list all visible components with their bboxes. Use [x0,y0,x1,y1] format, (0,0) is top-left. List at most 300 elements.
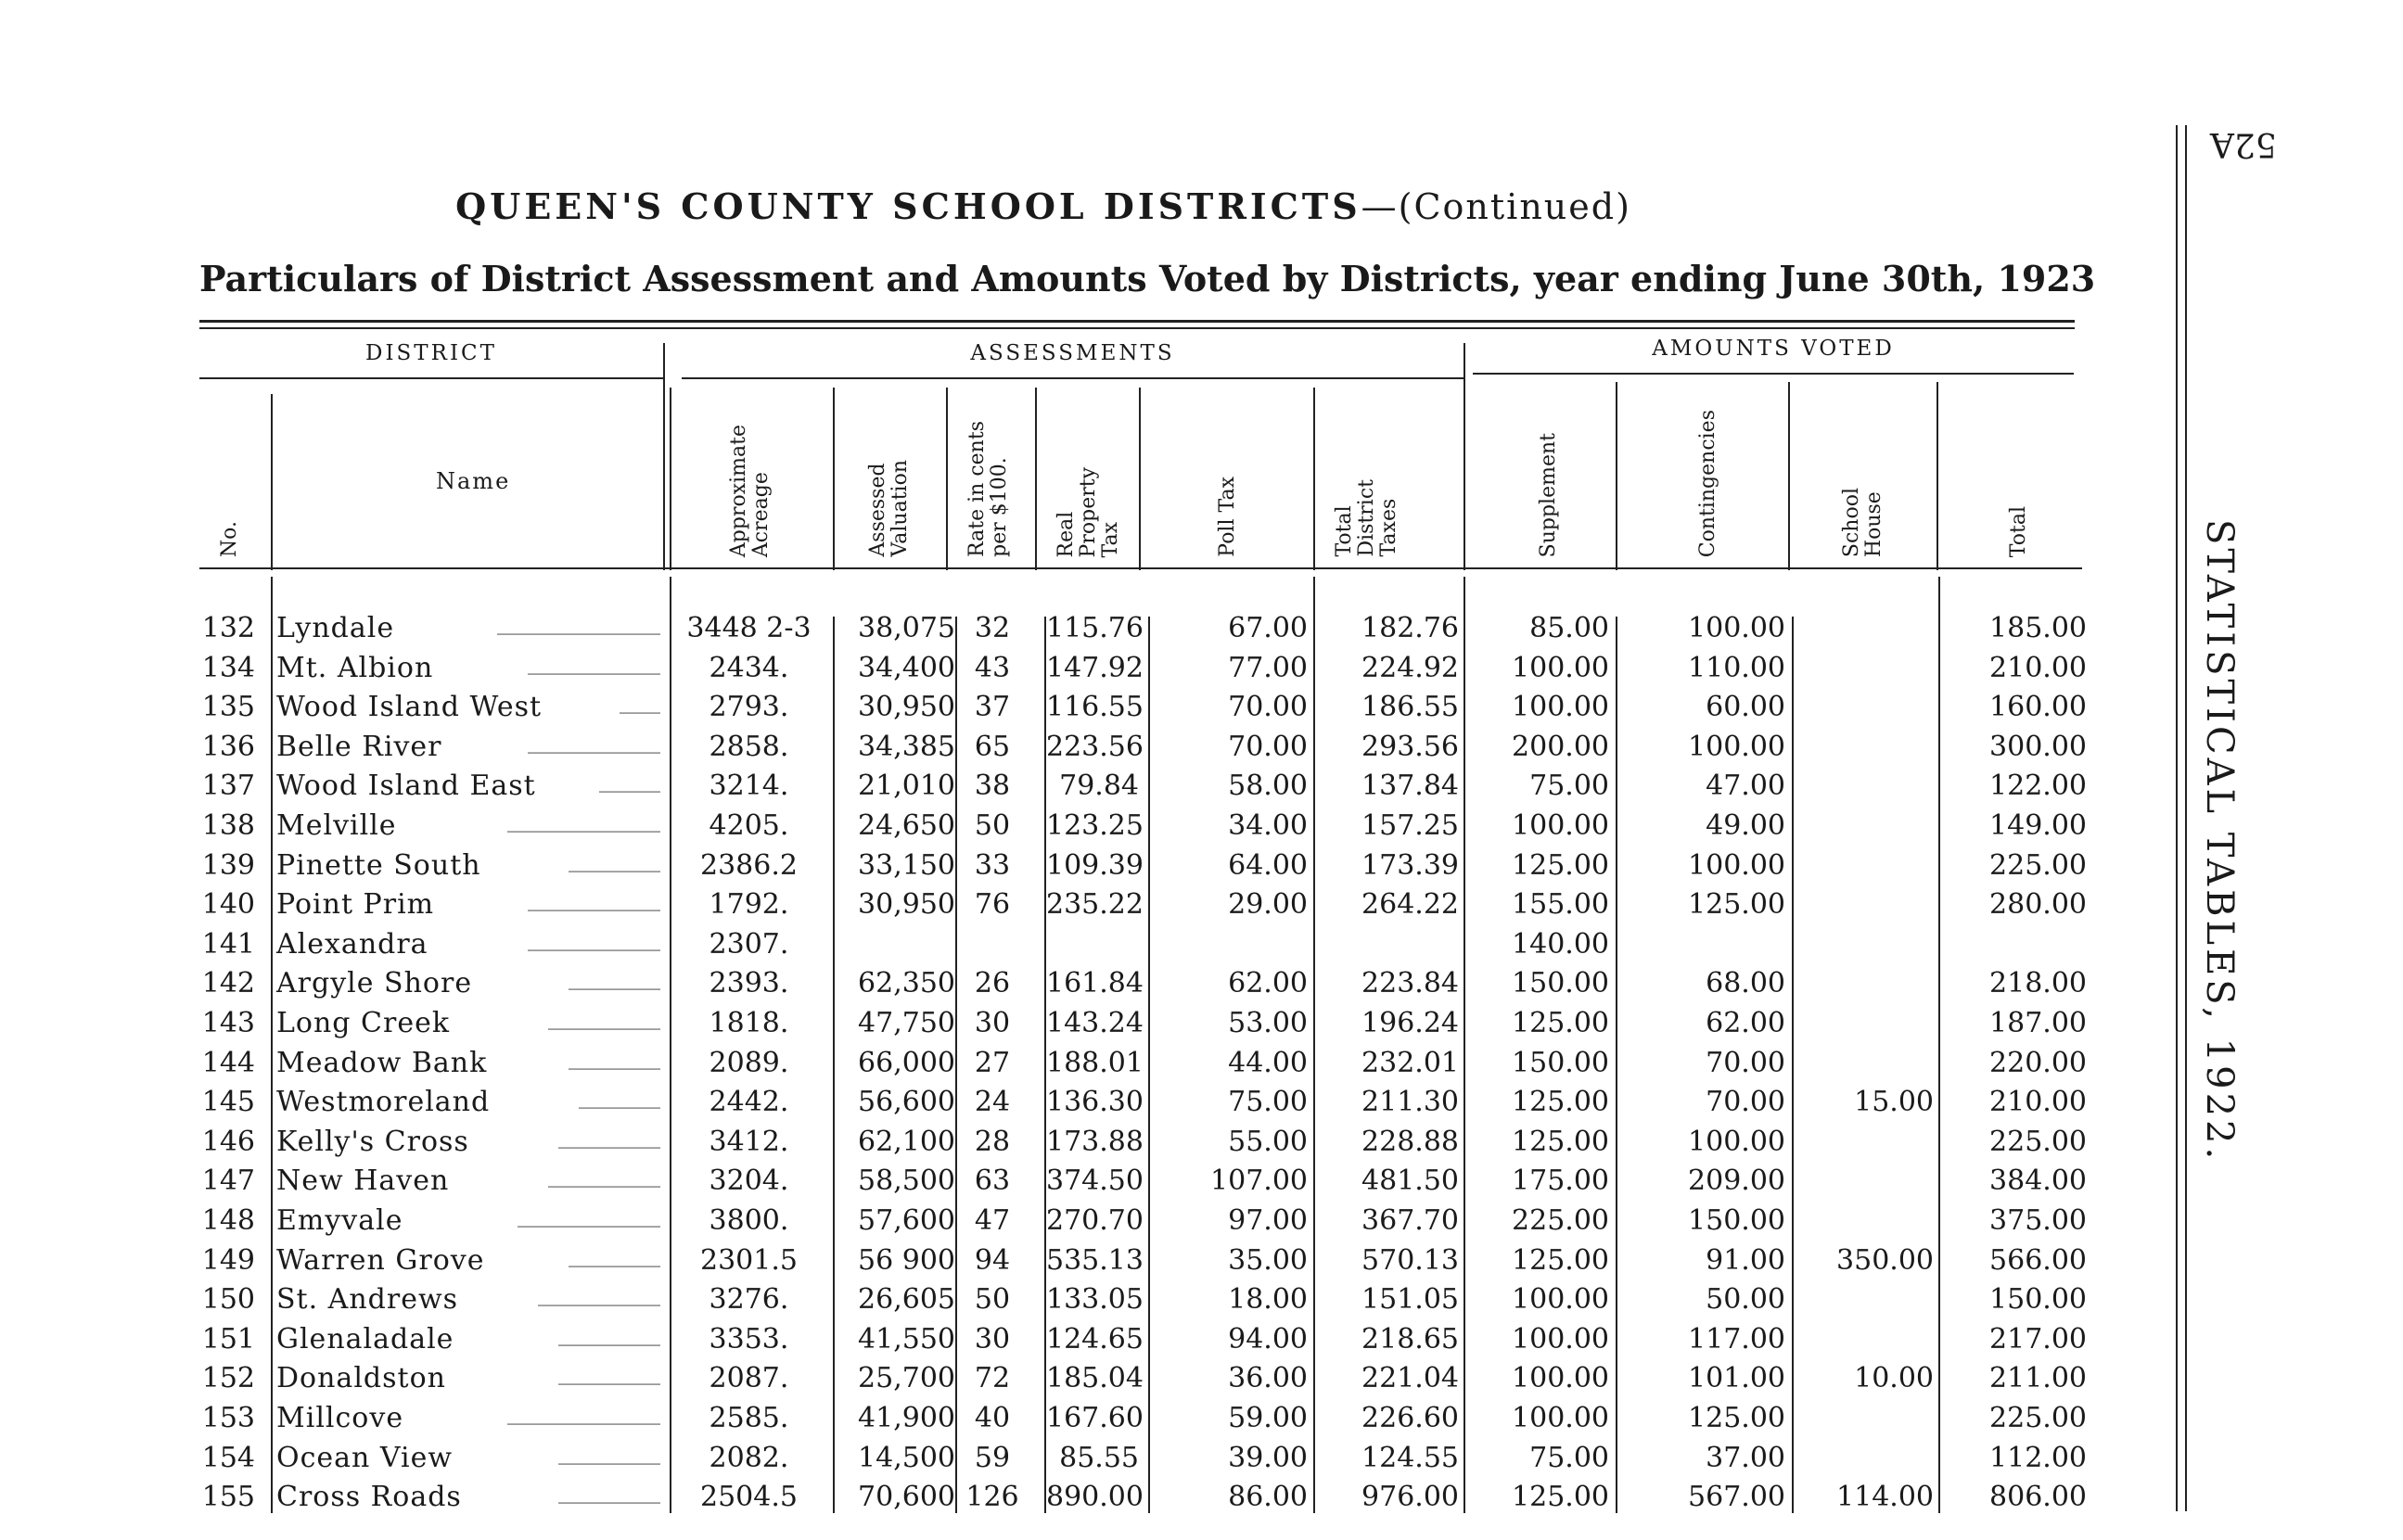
valuation-cell: 62,100 [858,1125,955,1158]
header-top-rule-2 [199,327,2075,329]
acreage-cell: 2087. [709,1362,789,1395]
contingencies-cell: 100.00 [1688,1125,1785,1158]
valuation-cell: 57,600 [858,1204,955,1237]
district-name: Belle River [276,730,442,763]
rate-cell: 32 [974,612,1011,644]
header-divider-district [663,343,665,570]
contingencies-cell: 125.00 [1688,1402,1785,1434]
row-number: 141 [201,927,255,961]
table-subtitle: Particulars of District Assessment and Amounts Voted by Districts, year ending June 30th, 1923 [199,258,2096,299]
district-name: Donaldston [276,1362,446,1395]
poll-tax-cell: 39.00 [1228,1441,1308,1474]
acreage-cell: 2442. [709,1086,789,1119]
real-property-tax-cell: 535.13 [1046,1243,1144,1277]
name-leader-dots: _____________ [528,888,660,912]
total-district-taxes-cell: 173.39 [1361,848,1459,882]
total-district-taxes-cell: 570.13 [1361,1243,1459,1277]
district-name: Point Prim [276,888,435,922]
poll-tax-cell: 35.00 [1228,1243,1308,1277]
total-cell: 806.00 [1989,1481,2087,1514]
table-row [0,691,2133,730]
name-leader-dots: __________ [558,1322,660,1346]
poll-tax-cell: 97.00 [1228,1204,1308,1237]
total-district-taxes-cell: 124.55 [1361,1441,1459,1474]
total-district-taxes-cell: 232.01 [1361,1046,1459,1079]
poll-tax-cell: 86.00 [1228,1481,1308,1514]
valuation-cell: 25,700 [858,1362,955,1395]
table-row [0,1204,2133,1243]
header-divider-contingencies [1616,382,1617,570]
acreage-cell: 2504.5 [700,1481,798,1514]
name-leader-dots: ___________ [548,1165,660,1189]
column-header-supplement: Supplement [1537,432,1560,557]
valuation-cell: 30,950 [858,691,955,724]
group-assessments-label: ASSESSMENTS [970,341,1175,365]
column-header-total: Total [2007,505,2030,557]
header-divider-total-taxes [1313,388,1315,570]
name-leader-dots: _________ [569,1046,660,1070]
valuation-cell: 41,550 [858,1322,955,1355]
rate-cell: 47 [974,1204,1011,1237]
row-number: 140 [201,888,255,922]
table-row [0,1283,2133,1322]
district-name: Emyvale [276,1204,403,1237]
row-number: 138 [201,809,255,842]
group-amounts-voted-label: AMOUNTS VOTED [1652,337,1895,361]
acreage-cell: 2307. [709,927,789,961]
district-name: Wood Island East [276,770,536,803]
contingencies-cell: 125.00 [1688,888,1785,922]
total-cell: 300.00 [1989,730,2087,763]
valuation-cell: 33,150 [858,848,955,882]
name-leader-dots: __________ [558,1362,660,1386]
name-leader-dots: __________ [558,1441,660,1465]
row-number: 132 [201,612,255,644]
district-name: Argyle Shore [276,967,473,1000]
poll-tax-cell: 62.00 [1228,967,1308,1000]
total-cell: 185.00 [1989,612,2087,644]
real-property-tax-cell: 136.30 [1046,1086,1144,1119]
rate-cell: 33 [974,848,1011,882]
total-district-taxes-cell: 221.04 [1361,1362,1459,1395]
poll-tax-cell: 70.00 [1228,691,1308,724]
real-property-tax-cell: 235.22 [1046,888,1144,922]
supplement-cell: 100.00 [1512,1322,1609,1355]
acreage-cell: 4205. [709,809,789,842]
table-row [0,1126,2133,1165]
name-leader-dots: _____________ [528,651,660,675]
poll-tax-cell: 67.00 [1228,612,1308,644]
row-number: 142 [201,967,255,1000]
header-divider-rate [946,388,948,570]
rate-cell: 28 [974,1125,1011,1158]
rate-cell: 72 [974,1362,1011,1395]
name-leader-dots: ___________ [548,1007,660,1030]
district-name: Wood Island West [276,691,543,724]
table-row [0,967,2133,1006]
acreage-cell: 3800. [709,1204,789,1237]
row-number: 150 [201,1283,255,1317]
total-cell: 225.00 [1989,848,2087,882]
total-cell: 218.00 [1989,967,2087,1000]
poll-tax-cell: 36.00 [1228,1362,1308,1395]
column-header-poll-tax: Poll Tax [1216,477,1239,557]
supplement-cell: 125.00 [1512,1125,1609,1158]
real-property-tax-cell: 115.76 [1046,612,1144,644]
contingencies-cell: 100.00 [1688,848,1785,882]
poll-tax-cell: 18.00 [1228,1283,1308,1317]
row-number: 144 [201,1046,255,1079]
rate-cell: 94 [974,1243,1011,1277]
total-cell: 112.00 [1989,1441,2087,1474]
rate-cell: 40 [974,1402,1011,1434]
name-leader-dots: __________ [558,1125,660,1149]
header-divider-total [1936,382,1938,570]
district-name: Pinette South [276,848,481,882]
total-cell: 225.00 [1989,1402,2087,1434]
acreage-cell: 3353. [709,1322,789,1355]
total-district-taxes-cell: 218.65 [1361,1322,1459,1355]
row-number: 146 [201,1125,255,1158]
district-name: Mt. Albion [276,651,434,684]
contingencies-cell: 60.00 [1706,691,1785,724]
header-divider-valuation [833,388,835,570]
row-number: 136 [201,730,255,763]
row-number: 148 [201,1204,255,1237]
column-header-real-property-tax: Real Property Tax [1055,466,1122,557]
valuation-cell: 58,500 [858,1165,955,1198]
total-district-taxes-cell: 228.88 [1361,1125,1459,1158]
real-property-tax-cell: 890.00 [1046,1481,1144,1514]
name-leader-dots: _______________ [507,1402,660,1425]
supplement-cell: 140.00 [1512,927,1609,961]
district-name: Millcove [276,1402,404,1434]
poll-tax-cell: 58.00 [1228,770,1308,803]
total-district-taxes-cell: 223.84 [1361,967,1459,1000]
rate-cell: 50 [974,809,1011,842]
total-district-taxes-cell: 157.25 [1361,809,1459,842]
acreage-cell: 2386.2 [700,848,798,882]
contingencies-cell: 101.00 [1688,1362,1785,1395]
district-name: Alexandra [276,927,428,961]
valuation-cell: 34,400 [858,651,955,684]
supplement-cell: 150.00 [1512,1046,1609,1079]
total-district-taxes-cell: 182.76 [1361,612,1459,644]
real-property-tax-cell: 223.56 [1046,730,1144,763]
supplement-cell: 150.00 [1512,967,1609,1000]
total-district-taxes-cell: 481.50 [1361,1165,1459,1198]
table-row [0,652,2133,691]
column-header-acreage: Approximate Acreage [727,424,773,557]
row-number: 135 [201,691,255,724]
contingencies-cell: 91.00 [1706,1243,1785,1277]
contingencies-cell: 37.00 [1706,1441,1785,1474]
row-number: 155 [201,1481,255,1514]
rate-cell: 63 [974,1165,1011,1198]
school-house-cell: 114.00 [1836,1481,1934,1514]
supplement-cell: 75.00 [1529,770,1609,803]
name-leader-dots: _________ [569,1243,660,1267]
table-row [0,1481,2133,1520]
header-top-rule [199,320,2075,323]
rate-cell: 37 [974,691,1011,724]
valuation-cell: 21,010 [858,770,955,803]
contingencies-cell: 100.00 [1688,730,1785,763]
total-cell: 217.00 [1989,1322,2087,1355]
real-property-tax-cell: 109.39 [1046,848,1144,882]
row-number: 147 [201,1165,255,1198]
acreage-cell: 2089. [709,1046,789,1079]
contingencies-cell: 70.00 [1706,1046,1785,1079]
column-header-valuation: Assessed Valuation [866,460,912,557]
acreage-cell: 2434. [709,651,789,684]
total-cell: 211.00 [1989,1362,2087,1395]
column-header-total-district-taxes: Total District Taxes [1333,479,1400,557]
total-cell: 160.00 [1989,691,2087,724]
page-title [0,185,2087,227]
real-property-tax-cell: 173.88 [1046,1125,1144,1158]
total-cell: 150.00 [1989,1283,2087,1317]
district-name: Long Creek [276,1007,451,1039]
real-property-tax-cell: 133.05 [1046,1283,1144,1317]
total-cell: 187.00 [1989,1007,2087,1039]
row-number: 154 [201,1441,255,1474]
name-leader-dots: _____________ [528,927,660,951]
contingencies-cell: 68.00 [1706,967,1785,1000]
name-leader-dots: _____________ [528,730,660,754]
total-cell: 210.00 [1989,651,2087,684]
acreage-cell: 2082. [709,1441,789,1474]
contingencies-cell: 100.00 [1688,612,1785,644]
poll-tax-cell: 53.00 [1228,1007,1308,1039]
supplement-cell: 75.00 [1529,1441,1609,1474]
supplement-cell: 225.00 [1512,1204,1609,1237]
acreage-cell: 2585. [709,1402,789,1434]
supplement-cell: 125.00 [1512,1086,1609,1119]
real-property-tax-cell: 116.55 [1046,691,1144,724]
total-district-taxes-cell: 151.05 [1361,1283,1459,1317]
supplement-cell: 100.00 [1512,1362,1609,1395]
header-divider-acreage [670,388,671,570]
total-district-taxes-cell: 186.55 [1361,691,1459,724]
real-property-tax-cell: 124.65 [1046,1322,1144,1355]
table-row [0,928,2133,967]
title-text: QUEEN'S COUNTY SCHOOL DISTRICTS [455,185,1361,227]
total-district-taxes-cell: 226.60 [1361,1402,1459,1434]
contingencies-cell: 50.00 [1706,1283,1785,1317]
rate-cell: 59 [974,1441,1011,1474]
table-row [0,1047,2133,1086]
group-underline-amounts [1473,373,2074,375]
supplement-cell: 85.00 [1529,612,1609,644]
district-name: New Haven [276,1165,450,1198]
valuation-cell: 41,900 [858,1402,955,1434]
rate-cell: 50 [974,1283,1011,1317]
poll-tax-cell: 70.00 [1228,730,1308,763]
acreage-cell: 2858. [709,730,789,763]
acreage-cell: 2793. [709,691,789,724]
row-number: 137 [201,770,255,803]
rate-cell: 126 [965,1481,1019,1514]
acreage-cell: 3276. [709,1283,789,1317]
row-number: 143 [201,1007,255,1039]
valuation-cell: 30,950 [858,888,955,922]
name-leader-dots: ______________ [518,1204,660,1228]
school-house-cell: 350.00 [1836,1243,1934,1277]
real-property-tax-cell: 270.70 [1046,1204,1144,1237]
supplement-cell: 100.00 [1512,1402,1609,1434]
supplement-cell: 125.00 [1512,1243,1609,1277]
supplement-cell: 125.00 [1512,848,1609,882]
acreage-cell: 3214. [709,770,789,803]
supplement-cell: 200.00 [1512,730,1609,763]
real-property-tax-cell: 161.84 [1046,967,1144,1000]
row-number: 152 [201,1362,255,1395]
row-number: 149 [201,1243,255,1277]
valuation-cell: 70,600 [858,1481,955,1514]
table-row [0,1086,2133,1125]
total-district-taxes-cell: 264.22 [1361,888,1459,922]
poll-tax-cell: 34.00 [1228,809,1308,842]
table-row [0,849,2133,888]
real-property-tax-cell: 85.55 [1059,1441,1139,1474]
contingencies-cell: 150.00 [1688,1204,1785,1237]
poll-tax-cell: 107.00 [1210,1165,1308,1198]
valuation-cell: 24,650 [858,809,955,842]
district-name: Warren Grove [276,1243,485,1277]
real-property-tax-cell: 123.25 [1046,809,1144,842]
rate-cell: 24 [974,1086,1011,1119]
school-house-cell: 10.00 [1854,1362,1934,1395]
header-divider-poll [1139,388,1141,570]
group-underline-assessments [682,377,1464,379]
poll-tax-cell: 59.00 [1228,1402,1308,1434]
table-row [0,1323,2133,1362]
total-cell: 220.00 [1989,1046,2087,1079]
contingencies-cell: 110.00 [1688,651,1785,684]
real-property-tax-cell: 188.01 [1046,1046,1144,1079]
rate-cell: 26 [974,967,1011,1000]
right-border-rule [2176,125,2178,1511]
right-border-rule-inner [2185,125,2187,1511]
poll-tax-cell: 29.00 [1228,888,1308,922]
table-row [0,1244,2133,1283]
valuation-cell: 34,385 [858,730,955,763]
rate-cell: 76 [974,888,1011,922]
district-name: Westmoreland [276,1086,491,1119]
contingencies-cell: 62.00 [1706,1007,1785,1039]
supplement-cell: 100.00 [1512,651,1609,684]
total-cell: 566.00 [1989,1243,2087,1277]
poll-tax-cell: 64.00 [1228,848,1308,882]
group-underline-district [199,377,663,379]
real-property-tax-cell: 374.50 [1046,1165,1144,1198]
supplement-cell: 175.00 [1512,1165,1609,1198]
district-name: St. Andrews [276,1283,459,1317]
page-number: 52A [2210,125,2277,163]
school-house-cell: 15.00 [1854,1086,1934,1119]
rate-cell: 43 [974,651,1011,684]
header-divider-name [271,394,273,570]
table-row [0,612,2133,651]
poll-tax-cell: 55.00 [1228,1125,1308,1158]
acreage-cell: 1792. [709,888,789,922]
contingencies-cell: 209.00 [1688,1165,1785,1198]
title-continued: —(Continued) [1361,186,1631,227]
row-number: 145 [201,1086,255,1119]
contingencies-cell: 567.00 [1688,1481,1785,1514]
poll-tax-cell: 75.00 [1228,1086,1308,1119]
name-leader-dots: ________ [579,1086,660,1110]
total-district-taxes-cell: 224.92 [1361,651,1459,684]
row-number: 134 [201,651,255,684]
column-header-rate: Rate in cents per $100. [965,421,1011,557]
contingencies-cell: 49.00 [1706,809,1785,842]
rate-cell: 38 [974,770,1011,803]
total-cell: 384.00 [1989,1165,2087,1198]
supplement-cell: 100.00 [1512,691,1609,724]
district-name: Lyndale [276,612,395,644]
supplement-cell: 125.00 [1512,1007,1609,1039]
row-number: 139 [201,848,255,882]
valuation-cell: 66,000 [858,1046,955,1079]
total-district-taxes-cell: 211.30 [1361,1086,1459,1119]
table-row [0,1165,2133,1203]
row-number: 153 [201,1402,255,1434]
total-district-taxes-cell: 367.70 [1361,1204,1459,1237]
column-header-no: No. [218,520,241,557]
real-property-tax-cell: 79.84 [1059,770,1139,803]
rate-cell: 65 [974,730,1011,763]
valuation-cell: 47,750 [858,1007,955,1039]
district-name: Glenaladale [276,1322,454,1355]
rate-cell: 27 [974,1046,1011,1079]
district-name: Kelly's Cross [276,1125,469,1158]
real-property-tax-cell: 167.60 [1046,1402,1144,1434]
poll-tax-cell: 77.00 [1228,651,1308,684]
table-row [0,1402,2133,1441]
total-cell: 375.00 [1989,1204,2087,1237]
total-district-taxes-cell: 976.00 [1361,1481,1459,1514]
header-divider-school [1788,382,1790,570]
header-bottom-rule [199,567,2082,569]
contingencies-cell: 117.00 [1688,1322,1785,1355]
valuation-cell: 56,600 [858,1086,955,1119]
total-cell: 210.00 [1989,1086,2087,1119]
total-cell: 280.00 [1989,888,2087,922]
name-leader-dots: ______ [599,770,660,794]
district-name: Cross Roads [276,1481,462,1514]
total-district-taxes-cell: 137.84 [1361,770,1459,803]
table-row [0,731,2133,770]
acreage-cell: 3204. [709,1165,789,1198]
header-divider-real [1035,388,1037,570]
district-name: Meadow Bank [276,1046,488,1079]
group-district-label: DISTRICT [365,341,497,365]
contingencies-cell: 47.00 [1706,770,1785,803]
name-leader-dots: ________________ [497,612,660,635]
acreage-cell: 1818. [709,1007,789,1039]
valuation-cell: 38,075 [858,612,955,644]
acreage-cell: 3412. [709,1125,789,1158]
supplement-cell: 100.00 [1512,809,1609,842]
table-row [0,770,2133,808]
table-row [0,1442,2133,1481]
total-cell: 225.00 [1989,1125,2087,1158]
valuation-cell: 62,350 [858,967,955,1000]
acreage-cell: 2393. [709,967,789,1000]
name-leader-dots: _______________ [507,809,660,833]
